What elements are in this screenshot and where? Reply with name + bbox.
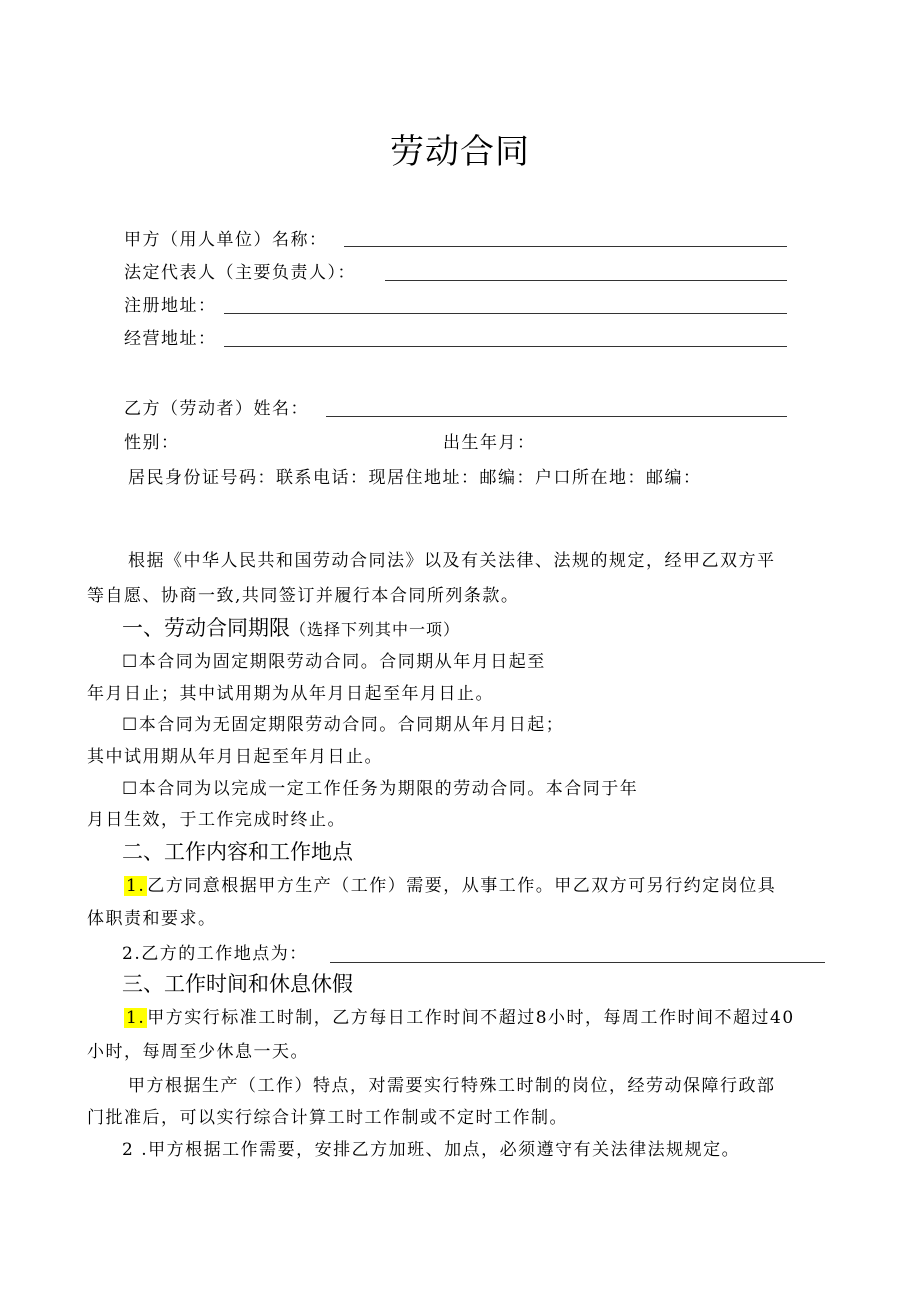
section-2-heading: 二、工作内容和工作地点 [122, 840, 353, 864]
party-a-biz-addr-field[interactable] [224, 346, 787, 347]
section-2-item-2-label: 2.乙方的工作地点为： [122, 944, 308, 964]
section-2-item-1-text: 乙方同意根据甲方生产（工作）需要，从事工作。甲乙双方可另行约定岗位具 [147, 876, 777, 896]
item-number-highlight: 1. [126, 1008, 146, 1028]
party-b-name-field[interactable] [326, 416, 787, 417]
party-a-rep-field[interactable] [385, 280, 787, 281]
item-number-highlight: 1. [126, 876, 146, 896]
section-3-item-2: 2 .甲方根据工作需要，安排乙方加班、加点，必须遵守有关法律法规规定。 [122, 1140, 741, 1160]
party-a-reg-addr-field[interactable] [224, 313, 787, 314]
preamble-line-2: 等自愿、协商一致,共同签订并履行本合同所列条款。 [87, 586, 520, 606]
preamble-line-1: 根据《中华人民共和国劳动合同法》以及有关法律、法规的规定，经甲乙双方平 [128, 551, 776, 571]
section-3-para-line-1: 甲方根据生产（工作）特点，对需要实行特殊工时制的岗位，经劳动保障行政部 [128, 1076, 776, 1096]
party-a-biz-addr-label: 经营地址： [124, 329, 217, 349]
term-option-2-line-1[interactable]: ☐本合同为无固定期限劳动合同。合同期从年月日起； [122, 715, 565, 735]
party-a-name-field[interactable] [344, 246, 787, 247]
term-option-3-line-2: 月日生效，于工作完成时终止。 [87, 810, 346, 830]
work-location-field[interactable] [330, 962, 825, 963]
section-3-heading: 三、工作时间和休息休假 [122, 972, 353, 996]
section-3-para-line-2: 门批准后，可以实行综合计算工时工作制或不定时工作制。 [87, 1108, 568, 1128]
term-option-1-line-2: 年月日止；其中试用期为从年月日起至年月日止。 [87, 684, 494, 704]
section-3-item-1-text: 甲方实行标准工时制，乙方每日工作时间不超过8小时，每周工作时间不超过40 [147, 1008, 795, 1028]
section-1-note: （选择下列其中一项） [290, 620, 461, 639]
party-b-id-contact-line: 居民身份证号码：联系电话：现居住地址：邮编：户口所在地：邮编： [128, 468, 702, 488]
term-option-3-line-1[interactable]: ☐本合同为以完成一定工作任务为期限的劳动合同。本合同于年 [122, 779, 639, 799]
section-3-item-1-line-2: 小时，每周至少休息一天。 [87, 1042, 309, 1062]
section-3-item-1-line-1 [124, 1006, 795, 1030]
section-1-heading [122, 614, 460, 644]
party-a-rep-label: 法定代表人（主要负责人）： [124, 263, 356, 283]
party-a-reg-addr-label: 注册地址： [124, 296, 217, 316]
term-option-2-line-2: 其中试用期从年月日起至年月日止。 [87, 747, 383, 767]
party-b-birth-label: 出生年月： [443, 433, 536, 453]
party-a-name-label: 甲方（用人单位）名称： [124, 230, 328, 250]
party-b-gender-label: 性别： [124, 433, 180, 453]
document-title: 劳动合同 [390, 132, 530, 172]
section-2-item-1-line-2: 体职责和要求。 [87, 909, 217, 929]
term-option-1-line-1[interactable]: ☐本合同为固定期限劳动合同。合同期从年月日起至 [122, 652, 546, 672]
party-b-name-label: 乙方（劳动者）姓名： [124, 399, 309, 419]
section-2-item-1-line-1 [124, 874, 776, 898]
section-1-title: 一、劳动合同期限 [122, 616, 290, 640]
